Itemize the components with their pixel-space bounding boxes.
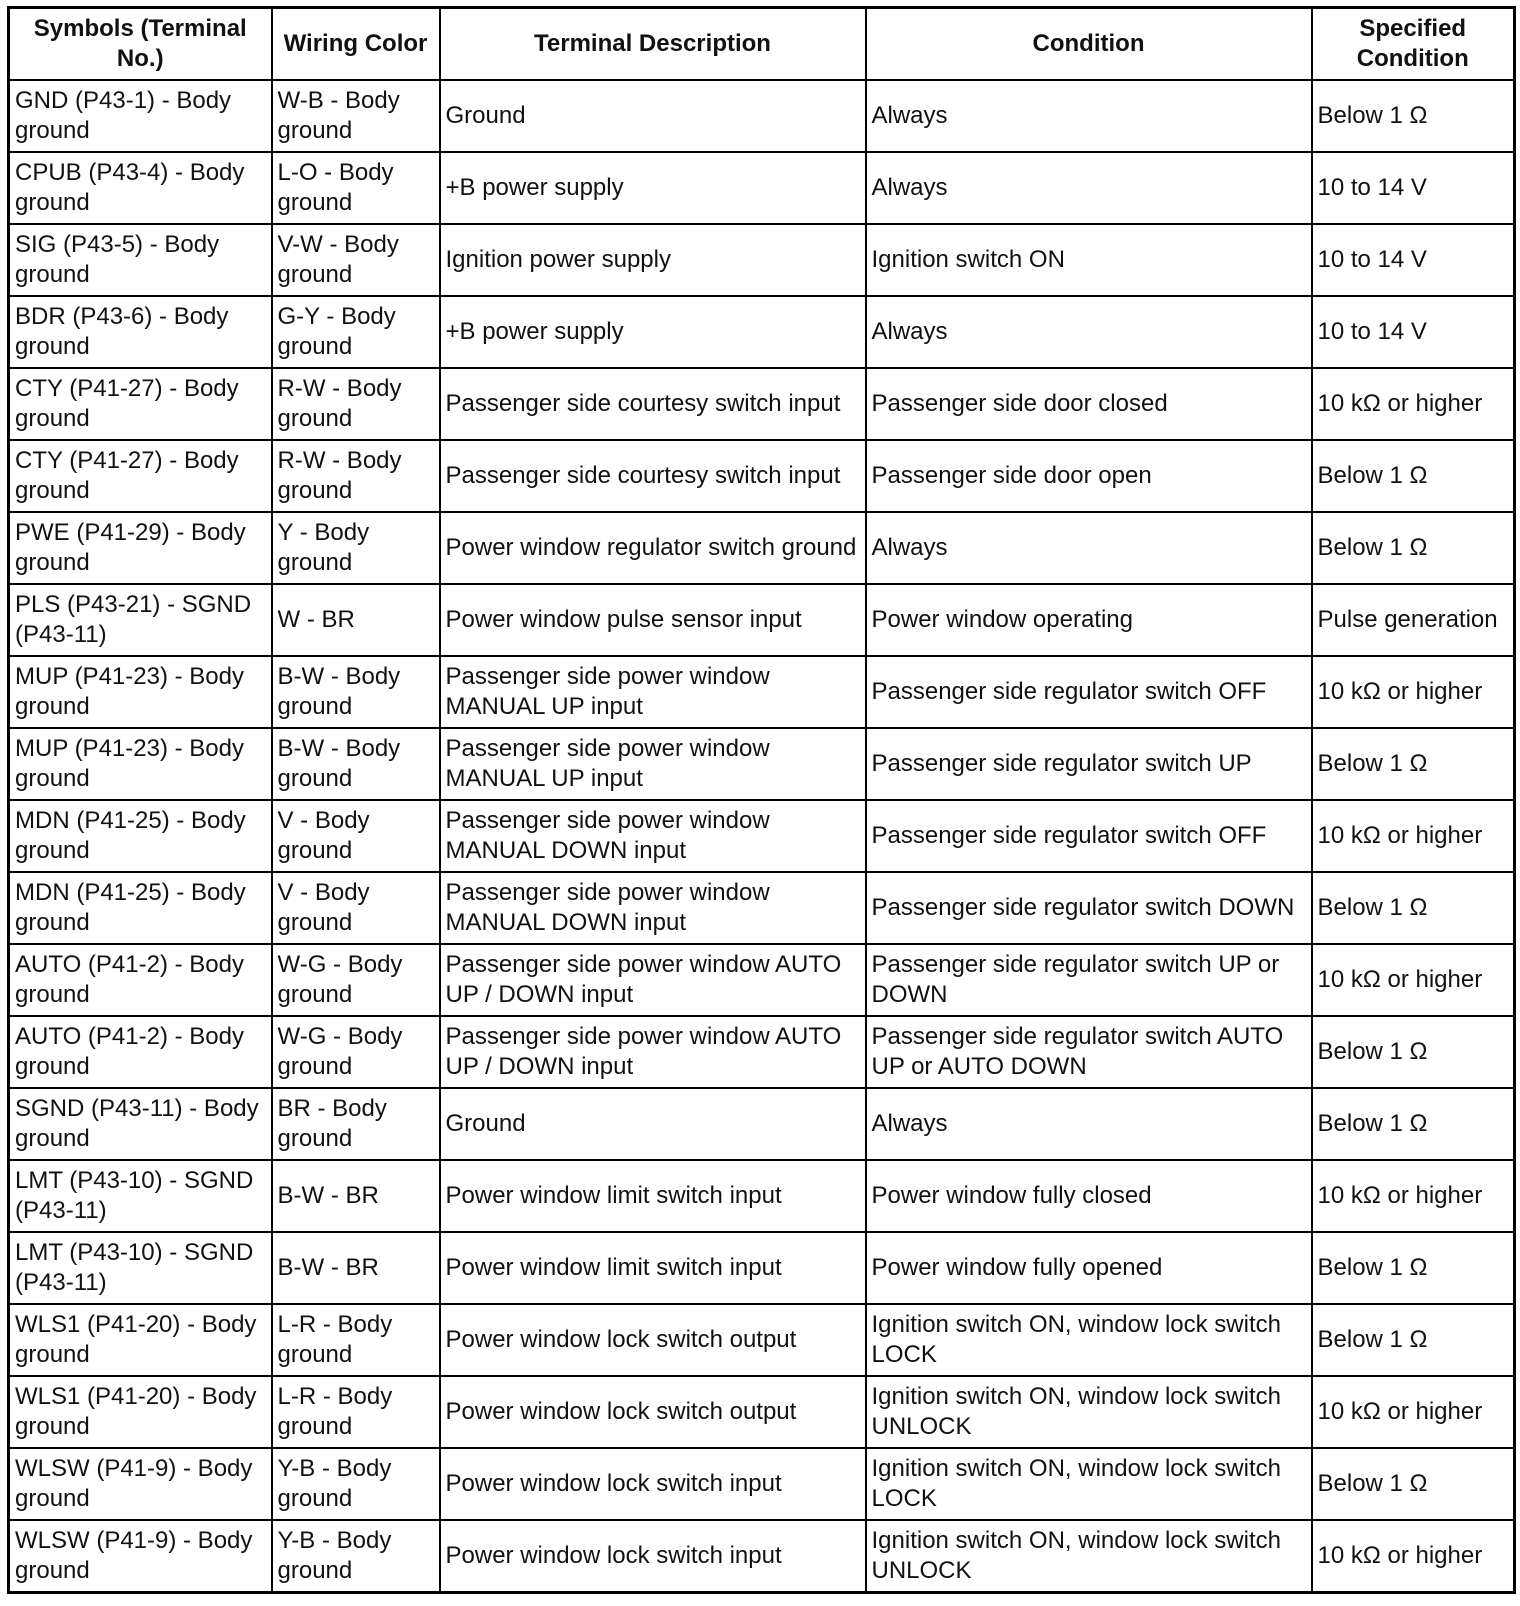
table-body <box>9 80 1515 1593</box>
table-row <box>9 944 1515 1016</box>
cell-symbols: GND (P43-1) - Body ground <box>9 80 272 152</box>
cell-condition: Power window operating <box>866 584 1312 656</box>
cell-condition: Passenger side regulator switch UP <box>866 728 1312 800</box>
cell-symbols: BDR (P43-6) - Body ground <box>9 296 272 368</box>
cell-terminal-description: Passenger side power window AUTO UP / DOWN input <box>440 1016 866 1088</box>
header-wiring-color: Wiring Color <box>272 8 440 81</box>
cell-wiring-color: W-B - Body ground <box>272 80 440 152</box>
cell-specified-condition: Below 1 Ω <box>1312 1016 1515 1088</box>
cell-symbols: MDN (P41-25) - Body ground <box>9 800 272 872</box>
header-row <box>9 8 1515 81</box>
cell-wiring-color: Y - Body ground <box>272 512 440 584</box>
cell-terminal-description: Power window regulator switch ground <box>440 512 866 584</box>
cell-wiring-color: B-W - BR <box>272 1160 440 1232</box>
cell-terminal-description: Power window limit switch input <box>440 1232 866 1304</box>
cell-symbols: PLS (P43-21) - SGND (P43-11) <box>9 584 272 656</box>
cell-specified-condition: Below 1 Ω <box>1312 872 1515 944</box>
cell-symbols: PWE (P41-29) - Body ground <box>9 512 272 584</box>
cell-terminal-description: Passenger side power window MANUAL DOWN input <box>440 872 866 944</box>
cell-symbols: MUP (P41-23) - Body ground <box>9 728 272 800</box>
cell-specified-condition: 10 kΩ or higher <box>1312 656 1515 728</box>
cell-condition: Passenger side door open <box>866 440 1312 512</box>
cell-terminal-description: Passenger side power window AUTO UP / DOWN input <box>440 944 866 1016</box>
table-row <box>9 224 1515 296</box>
table-row <box>9 1520 1515 1593</box>
cell-specified-condition: 10 kΩ or higher <box>1312 800 1515 872</box>
table-row <box>9 1376 1515 1448</box>
header-condition: Condition <box>866 8 1312 81</box>
table-header <box>9 8 1515 81</box>
table-row <box>9 1088 1515 1160</box>
cell-condition: Passenger side door closed <box>866 368 1312 440</box>
cell-symbols: WLSW (P41-9) - Body ground <box>9 1520 272 1593</box>
table-row <box>9 800 1515 872</box>
cell-specified-condition: 10 kΩ or higher <box>1312 368 1515 440</box>
cell-specified-condition: 10 kΩ or higher <box>1312 1520 1515 1593</box>
table-row <box>9 512 1515 584</box>
cell-terminal-description: Passenger side power window MANUAL UP input <box>440 656 866 728</box>
cell-wiring-color: W-G - Body ground <box>272 944 440 1016</box>
cell-wiring-color: R-W - Body ground <box>272 440 440 512</box>
cell-condition: Ignition switch ON, window lock switch UNLOCK <box>866 1376 1312 1448</box>
cell-symbols: CTY (P41-27) - Body ground <box>9 368 272 440</box>
cell-wiring-color: L-O - Body ground <box>272 152 440 224</box>
cell-wiring-color: R-W - Body ground <box>272 368 440 440</box>
cell-specified-condition: Below 1 Ω <box>1312 80 1515 152</box>
cell-specified-condition: Below 1 Ω <box>1312 1232 1515 1304</box>
cell-condition: Always <box>866 1088 1312 1160</box>
cell-condition: Always <box>866 152 1312 224</box>
cell-terminal-description: Power window lock switch input <box>440 1448 866 1520</box>
cell-wiring-color: V - Body ground <box>272 872 440 944</box>
cell-condition: Passenger side regulator switch OFF <box>866 656 1312 728</box>
cell-wiring-color: G-Y - Body ground <box>272 296 440 368</box>
table-row <box>9 440 1515 512</box>
cell-condition: Ignition switch ON <box>866 224 1312 296</box>
cell-condition: Always <box>866 80 1312 152</box>
cell-terminal-description: Power window lock switch input <box>440 1520 866 1593</box>
cell-wiring-color: B-W - Body ground <box>272 728 440 800</box>
cell-wiring-color: W - BR <box>272 584 440 656</box>
table-row <box>9 152 1515 224</box>
cell-specified-condition: Pulse generation <box>1312 584 1515 656</box>
cell-terminal-description: Ground <box>440 1088 866 1160</box>
cell-condition: Always <box>866 296 1312 368</box>
cell-symbols: LMT (P43-10) - SGND (P43-11) <box>9 1160 272 1232</box>
cell-wiring-color: BR - Body ground <box>272 1088 440 1160</box>
cell-terminal-description: Passenger side power window MANUAL DOWN input <box>440 800 866 872</box>
cell-wiring-color: Y-B - Body ground <box>272 1448 440 1520</box>
cell-terminal-description: Passenger side courtesy switch input <box>440 368 866 440</box>
cell-condition: Always <box>866 512 1312 584</box>
cell-symbols: CPUB (P43-4) - Body ground <box>9 152 272 224</box>
table-row <box>9 296 1515 368</box>
cell-wiring-color: V - Body ground <box>272 800 440 872</box>
cell-symbols: SGND (P43-11) - Body ground <box>9 1088 272 1160</box>
header-terminal-description: Terminal Description <box>440 8 866 81</box>
table-row <box>9 1304 1515 1376</box>
table-row <box>9 1232 1515 1304</box>
table-row <box>9 1160 1515 1232</box>
cell-condition: Passenger side regulator switch OFF <box>866 800 1312 872</box>
table-row <box>9 1016 1515 1088</box>
cell-wiring-color: B-W - Body ground <box>272 656 440 728</box>
cell-terminal-description: +B power supply <box>440 152 866 224</box>
table-row <box>9 1448 1515 1520</box>
cell-terminal-description: Ignition power supply <box>440 224 866 296</box>
cell-specified-condition: Below 1 Ω <box>1312 1304 1515 1376</box>
cell-condition: Ignition switch ON, window lock switch LOCK <box>866 1448 1312 1520</box>
cell-symbols: SIG (P43-5) - Body ground <box>9 224 272 296</box>
table-row <box>9 728 1515 800</box>
cell-terminal-description: Power window pulse sensor input <box>440 584 866 656</box>
terminal-table-container <box>7 6 1513 1594</box>
cell-terminal-description: +B power supply <box>440 296 866 368</box>
cell-condition: Ignition switch ON, window lock switch LOCK <box>866 1304 1312 1376</box>
cell-specified-condition: 10 to 14 V <box>1312 152 1515 224</box>
cell-specified-condition: 10 kΩ or higher <box>1312 1376 1515 1448</box>
cell-specified-condition: 10 kΩ or higher <box>1312 944 1515 1016</box>
cell-condition: Passenger side regulator switch UP or DOWN <box>866 944 1312 1016</box>
cell-terminal-description: Power window lock switch output <box>440 1376 866 1448</box>
cell-specified-condition: 10 kΩ or higher <box>1312 1160 1515 1232</box>
cell-terminal-description: Power window lock switch output <box>440 1304 866 1376</box>
cell-wiring-color: W-G - Body ground <box>272 1016 440 1088</box>
cell-symbols: AUTO (P41-2) - Body ground <box>9 1016 272 1088</box>
cell-symbols: WLS1 (P41-20) - Body ground <box>9 1376 272 1448</box>
cell-symbols: AUTO (P41-2) - Body ground <box>9 944 272 1016</box>
table-row <box>9 368 1515 440</box>
header-symbols: Symbols (Terminal No.) <box>9 8 272 81</box>
cell-specified-condition: 10 to 14 V <box>1312 296 1515 368</box>
table-row <box>9 80 1515 152</box>
table-row <box>9 584 1515 656</box>
cell-terminal-description: Power window limit switch input <box>440 1160 866 1232</box>
cell-symbols: LMT (P43-10) - SGND (P43-11) <box>9 1232 272 1304</box>
header-specified-condition: Specified Condition <box>1312 8 1515 81</box>
cell-terminal-description: Passenger side power window MANUAL UP input <box>440 728 866 800</box>
table-row <box>9 656 1515 728</box>
cell-terminal-description: Ground <box>440 80 866 152</box>
cell-condition: Passenger side regulator switch AUTO UP or AUTO DOWN <box>866 1016 1312 1088</box>
cell-symbols: MDN (P41-25) - Body ground <box>9 872 272 944</box>
cell-symbols: CTY (P41-27) - Body ground <box>9 440 272 512</box>
cell-wiring-color: L-R - Body ground <box>272 1376 440 1448</box>
cell-specified-condition: Below 1 Ω <box>1312 728 1515 800</box>
cell-specified-condition: 10 to 14 V <box>1312 224 1515 296</box>
cell-condition: Power window fully closed <box>866 1160 1312 1232</box>
cell-symbols: WLS1 (P41-20) - Body ground <box>9 1304 272 1376</box>
cell-condition: Power window fully opened <box>866 1232 1312 1304</box>
cell-wiring-color: Y-B - Body ground <box>272 1520 440 1593</box>
cell-symbols: WLSW (P41-9) - Body ground <box>9 1448 272 1520</box>
cell-condition: Ignition switch ON, window lock switch UNLOCK <box>866 1520 1312 1593</box>
cell-specified-condition: Below 1 Ω <box>1312 440 1515 512</box>
cell-specified-condition: Below 1 Ω <box>1312 1448 1515 1520</box>
terminal-specification-table <box>7 6 1516 1594</box>
cell-terminal-description: Passenger side courtesy switch input <box>440 440 866 512</box>
cell-symbols: MUP (P41-23) - Body ground <box>9 656 272 728</box>
table-row <box>9 872 1515 944</box>
cell-wiring-color: B-W - BR <box>272 1232 440 1304</box>
cell-wiring-color: L-R - Body ground <box>272 1304 440 1376</box>
cell-specified-condition: Below 1 Ω <box>1312 1088 1515 1160</box>
cell-specified-condition: Below 1 Ω <box>1312 512 1515 584</box>
cell-condition: Passenger side regulator switch DOWN <box>866 872 1312 944</box>
cell-wiring-color: V-W - Body ground <box>272 224 440 296</box>
